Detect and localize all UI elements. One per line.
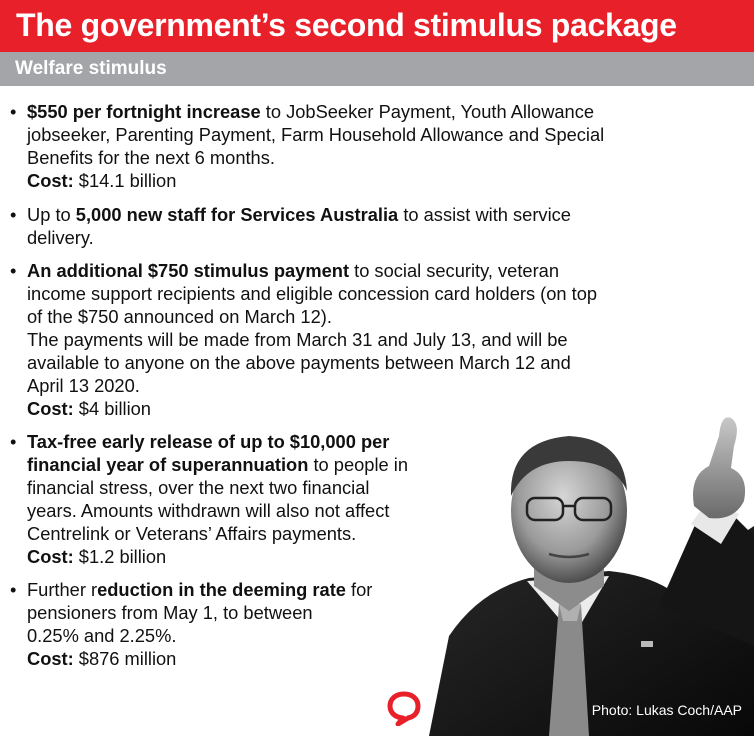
- body-text: available to anyone on the above payments between March 12 and: [27, 352, 571, 373]
- list-item: [10, 259, 750, 420]
- item-text-line: [27, 203, 750, 226]
- body-text: Benefits for the next 6 months.: [27, 147, 275, 168]
- item-text-line: [27, 123, 750, 146]
- item-text-line: [27, 146, 750, 169]
- item-text-line: [27, 305, 750, 328]
- body-text: pensioners from May 1, to between: [27, 602, 313, 623]
- body-text: 0.25% and 2.25%.: [27, 625, 177, 646]
- body-text: of the $750 announced on March 12).: [27, 306, 332, 327]
- bullet-list: [10, 100, 750, 670]
- bullet-icon: •: [10, 101, 17, 122]
- title-bar: [0, 0, 754, 52]
- cost-label: Cost:: [27, 648, 74, 669]
- item-text-line: [27, 351, 750, 374]
- body-text: Centrelink or Veterans’ Affairs payments.: [27, 523, 357, 544]
- cost-line: [27, 647, 750, 670]
- cost-value: $14.1 billion: [73, 170, 177, 191]
- bullet-icon: •: [10, 260, 17, 281]
- photo-credit: Photo: Lukas Coch/AAP: [591, 702, 742, 718]
- list-item: [10, 100, 750, 192]
- item-text-line: [27, 100, 750, 123]
- highlight-text: financial year of superannuation: [27, 454, 309, 475]
- body-text: years. Amounts withdrawn will also not affect: [27, 500, 390, 521]
- cost-line: [27, 397, 750, 420]
- body-text: jobseeker, Parenting Payment, Farm Household Allowance and Special: [27, 124, 605, 145]
- body-text: to social security, veteran: [349, 260, 560, 281]
- body-text: to assist with service: [398, 204, 571, 225]
- item-text-line: [27, 578, 750, 601]
- cost-value: $1.2 billion: [73, 546, 167, 567]
- highlight-text: $550 per fortnight increase: [27, 101, 261, 122]
- highlight-text: eduction in the deeming rate: [97, 579, 346, 600]
- item-text-line: [27, 624, 750, 647]
- cost-value: $4 billion: [73, 398, 151, 419]
- page-title: The government’s second stimulus package: [16, 7, 677, 43]
- item-text-line: [27, 453, 750, 476]
- item-text-line: [27, 430, 750, 453]
- item-text-line: [27, 476, 750, 499]
- item-text-line: [27, 282, 750, 305]
- body-text: Up to: [27, 204, 76, 225]
- item-text-line: [27, 374, 750, 397]
- bullet-icon: •: [10, 431, 17, 452]
- cost-label: Cost:: [27, 398, 74, 419]
- section-heading: Welfare stimulus: [15, 58, 167, 79]
- item-text-line: [27, 328, 750, 351]
- speech-bubble-logo-icon: [386, 690, 422, 726]
- highlight-text: 5,000 new staff for Services Australia: [75, 204, 399, 225]
- body-text: April 13 2020.: [27, 375, 140, 396]
- item-text-line: [27, 522, 750, 545]
- body-text: for: [345, 579, 373, 600]
- list-item: [10, 430, 750, 568]
- cost-label: Cost:: [27, 546, 74, 567]
- cost-label: Cost:: [27, 170, 74, 191]
- highlight-text: An additional $750 stimulus payment: [27, 260, 350, 281]
- item-text-line: [27, 259, 750, 282]
- body-text: to people in: [308, 454, 409, 475]
- item-text-line: [27, 601, 750, 624]
- body-text: The payments will be made from March 31 and July 13, and will be: [27, 329, 568, 350]
- item-text-line: [27, 226, 750, 249]
- body-text: Further r: [27, 579, 98, 600]
- highlight-text: Tax-free early release of up to $10,000 per: [27, 431, 390, 452]
- list-item: [10, 578, 750, 670]
- bullet-icon: •: [10, 204, 17, 225]
- body-text: income support recipients and eligible concession card holders (on top: [27, 283, 598, 304]
- body-text: to JobSeeker Payment, Youth Allowance: [260, 101, 595, 122]
- body-text: delivery.: [27, 227, 94, 248]
- bullet-icon: •: [10, 579, 17, 600]
- item-text-line: [27, 499, 750, 522]
- cost-value: $876 million: [73, 648, 177, 669]
- body-text: financial stress, over the next two financial: [27, 477, 370, 498]
- cost-line: [27, 545, 750, 568]
- section-bar: [0, 52, 754, 86]
- list-item: [10, 203, 750, 249]
- cost-line: [27, 169, 750, 192]
